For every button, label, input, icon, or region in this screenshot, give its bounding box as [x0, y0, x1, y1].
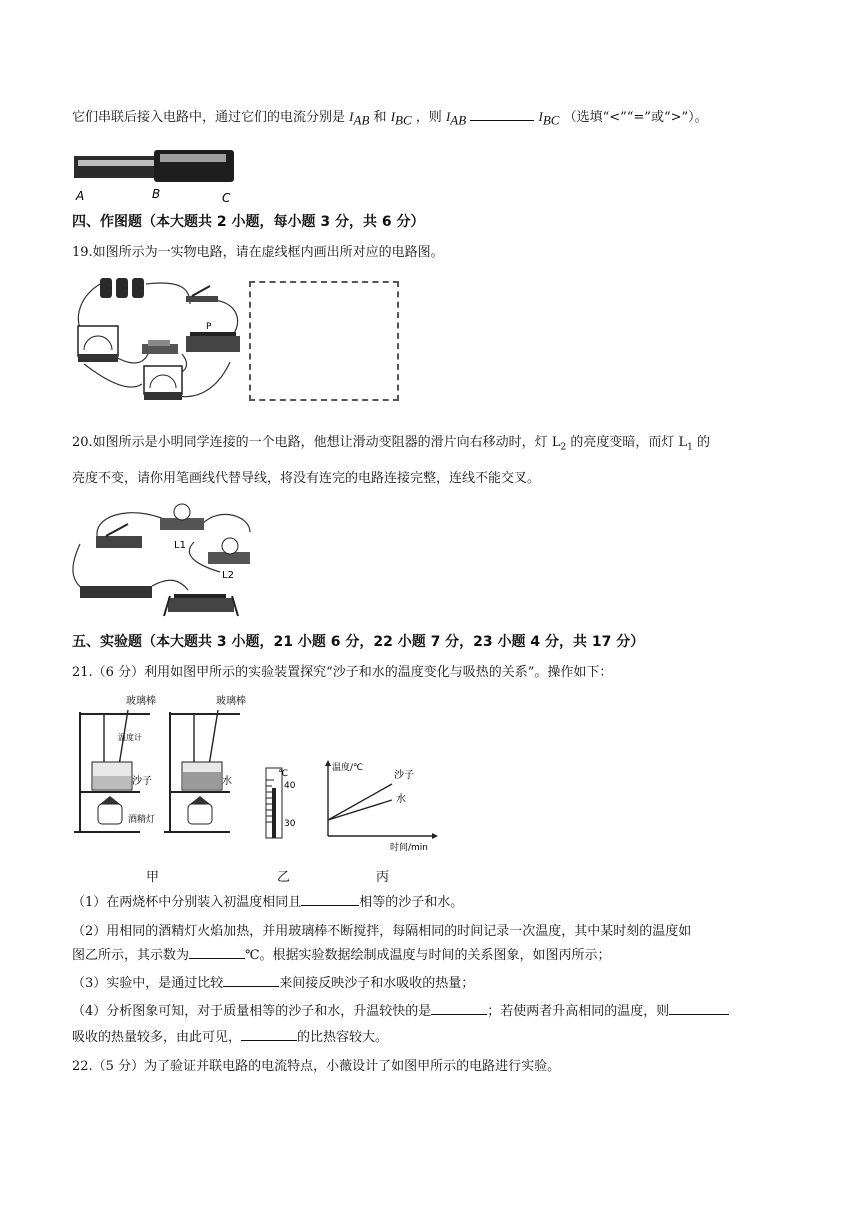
q21-step-2-line1: （2）用相同的酒精灯火焰加热，并用玻璃棒不断搅拌，每隔相同的时间记录一次温度，其中某时刻的温度如 [72, 924, 692, 939]
answer-blank-q21-4a[interactable] [431, 1002, 487, 1015]
label-a: A [76, 189, 85, 203]
graph-x-label: 时间/min [390, 843, 429, 852]
caption-bing: 丙 [376, 870, 390, 885]
fig-glass-rod-1: 玻璃棒 [126, 696, 156, 707]
fig-label-l1: L1 [174, 540, 186, 551]
section-4-title: 四、作图题（本大题共 2 小题，每小题 3 分，共 6 分） [72, 214, 425, 230]
graph-series-sand: 沙子 [394, 770, 414, 781]
answer-blank-q21-3[interactable] [223, 974, 279, 987]
q21-step-1: （1）在两烧杯中分别装入初温度相同且 相等的沙子和水。 [72, 895, 464, 910]
fig-glass-rod-2: 玻璃棒 [216, 696, 246, 707]
fig-label-l2: L2 [222, 570, 234, 581]
fig-alcohol-lamp-label: 酒精灯 [128, 815, 156, 825]
q19-dashed-drawing-box[interactable] [249, 281, 399, 401]
caption-yi: 乙 [277, 870, 291, 885]
q21-step-4-line2: 吸收的热量较多，由此可见， 的比热容较大。 [72, 1030, 389, 1045]
current-i-ab: I [349, 109, 354, 124]
q19-text: 19.如图所示为一实物电路，请在虚线框内画出所对应的电路图。 [72, 245, 444, 260]
thermometer-tick-30: 30 [284, 819, 296, 829]
q20-text-line2: 亮度不变，请你用笔画线代替导线，将没有连完的电路连接完整，连线不能交叉。 [72, 471, 541, 486]
q21-apparatus-figure [70, 692, 260, 842]
slider-label-p: P [206, 322, 212, 332]
conductor-figure [70, 146, 240, 204]
answer-blank-q21-1[interactable] [301, 893, 359, 906]
answer-blank-q18[interactable] [470, 108, 534, 121]
q21-step-3: （3）实验中，是通过比较 来间接反映沙子和水吸收的热量； [72, 976, 475, 991]
graph-series-water: 水 [396, 794, 406, 805]
current-i-bc: I [390, 109, 396, 124]
fig-thermometer-label: 温度计 [118, 733, 142, 742]
label-c: C [222, 191, 231, 204]
fig-water-label: 水 [222, 776, 232, 787]
caption-jia: 甲 [146, 870, 160, 885]
fig-sand-label: 沙子 [132, 776, 152, 787]
answer-blank-q21-2[interactable] [189, 946, 245, 959]
q21-step-4-line1: （4）分析图象可知，对于质量相等的沙子和水，升温较快的是 ；若使两者升高相同的温度，则 [72, 1000, 729, 1019]
q21-thermometer-figure [262, 762, 302, 842]
q21-intro: 21.（6 分）利用如图甲所示的实验装置探究“沙子和水的温度变化与吸热的关系”。操作如下： [72, 665, 613, 680]
q21-step-2-line2: 图乙所示，其示数为 ℃。根据实验数据绘制成温度与时间的关系图象，如图丙所示； [72, 948, 611, 963]
q20-real-circuit [70, 496, 260, 620]
q18-text-line: 它们串联后接入电路中，通过它们的电流分别是 $I_{AB}$ 和 $I_{BC}$ ，则 $I_{AB}$ $I_{BC}$ （选填“<”“=”或“>”）。 [72, 109, 708, 128]
answer-blank-q21-4c[interactable] [241, 1028, 297, 1041]
q22-text: 22.（5 分）为了验证并联电路的电流特点，小薇设计了如图甲所示的电路进行实验。 [72, 1059, 561, 1074]
thermometer-unit: ℃ [278, 769, 289, 779]
graph-y-label: 温度/℃ [332, 763, 364, 773]
answer-blank-q21-4b[interactable] [669, 1002, 729, 1015]
section-5-title: 五、实验题（本大题共 3 小题，21 小题 6 分，22 小题 7 分，23 小题 4 分，共 17 分） [72, 634, 645, 650]
q20-text-line1: 20.如图所示是小明同学连接的一个电路，他想让滑动变阻器的滑片向右移动时，灯 $L_2$ 的亮度变暗，而灯 $L_1$ 的 [72, 435, 711, 453]
q21-temperature-time-graph [318, 756, 448, 852]
thermometer-tick-40: 40 [284, 781, 296, 791]
q19-real-circuit [70, 274, 250, 404]
label-b: B [152, 187, 161, 201]
